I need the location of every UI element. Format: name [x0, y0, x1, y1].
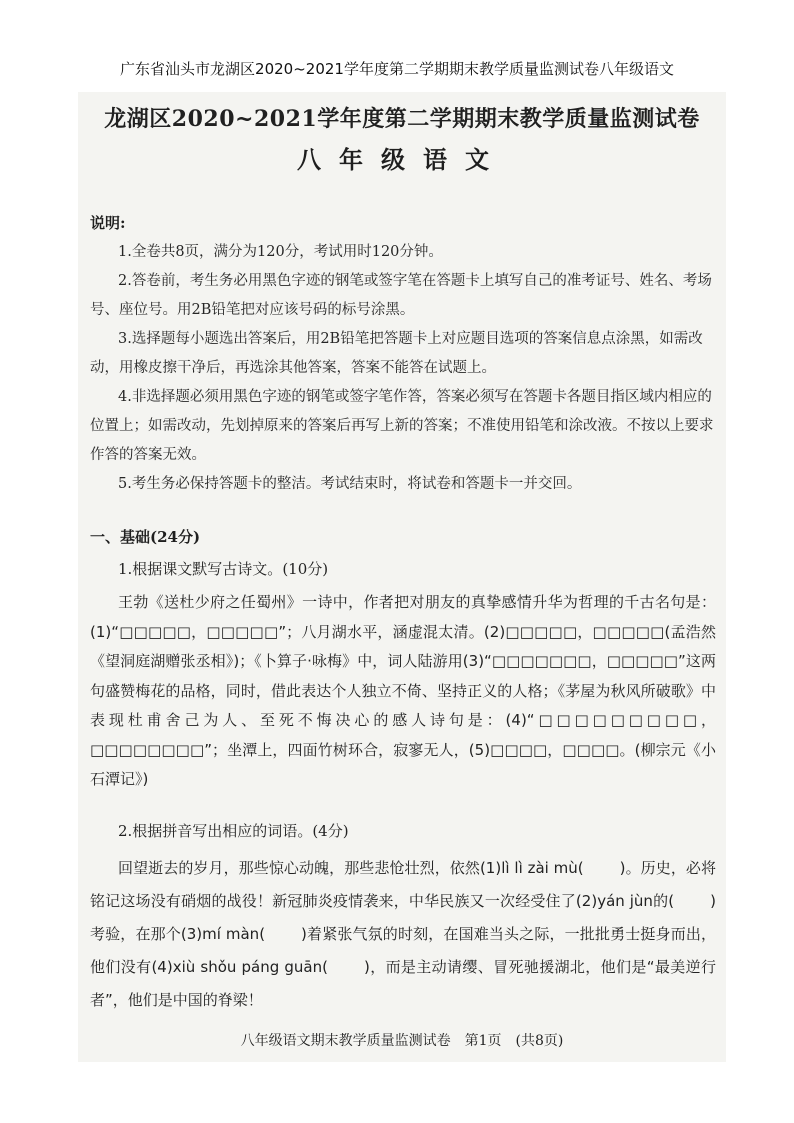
- question-1-body: 王勃《送杜少府之任蜀州》一诗中，作者把对朋友的真挚感情升华为哲理的千古名句是：(1)“□□□□□，□□□□□”；八月湖水平，涵虚混太清。(2)□□□□□，□□□□□(孟浩然《望洞庭湖赠张丞相》)；《卜算子·咏梅》中，词人陆游用(3)“□□□□□□□，□□□□□”这两句盛赞梅花的品格，同时，借此表达个人独立不倚、坚持正义的人格；《茅屋为秋风所破歌》中表现杜甫舍己为人、至死不悔决心的感人诗句是：(4)“□□□□□□□□□，□□□□□□□□”；坐潭上，四面竹树环合，寂寥无人，(5)□□□□，□□□□。(柳宗元《小石潭记》): [90, 593, 716, 788]
- q2-text: 回望逝去的岁月，那些惊心动魄，那些悲怆壮烈，依然(1): [118, 859, 502, 877]
- document-header: 广东省汕头市龙湖区2020~2021学年度第二学期期末教学质量监测试卷八年级语文: [120, 60, 674, 78]
- notes-heading: 说明:: [90, 214, 126, 232]
- exam-page-scan: [78, 92, 726, 1062]
- notes-list: [90, 238, 714, 499]
- q2-text: )。历史，必将铭记这场没有硝烟的战役！新冠肺炎疫情袭来，中华民族又一次经受住了(2): [90, 859, 716, 910]
- exam-subtitle: 八年级语文: [297, 145, 507, 174]
- note-item: 5.考生务必保持答题卡的整洁。考试结束时，将试卷和答题卡一并交回。: [118, 476, 582, 492]
- q2-text: (: [577, 859, 584, 877]
- pinyin-prompt: xiù shǒu páng guān: [172, 958, 323, 976]
- note-item: 4.非选择题必须用黑色字迹的钢笔或签字笔作答，答案必须写在答题卡各题目指区域内相应的位置上；如需改动，先划掉原来的答案后再写上新的答案；不准使用铅笔和涂改液。不按以上要求作答的答案无效。: [90, 389, 714, 463]
- exam-title: 龙湖区2020~2021学年度第二学期期末教学质量监测试卷: [104, 106, 700, 132]
- q2-text: )着紧张气氛的时刻，在国难当头之际，一批批勇士挺身而出，他们没有(4): [90, 925, 717, 976]
- page-footer: 八年级语文期末教学质量监测试卷 第1页 (共8页): [240, 1033, 564, 1049]
- note-item: 1.全卷共8页，满分为120分，考试用时120分钟。: [118, 244, 443, 260]
- pinyin-prompt: mí màn: [202, 925, 260, 943]
- question-2-body: [90, 852, 716, 1017]
- question-2-title: 2.根据拼音写出相应的词语。(4分): [118, 822, 349, 840]
- pinyin-prompt: yán jùn: [597, 892, 653, 910]
- note-item: 2.答卷前，考生务必用黑色字迹的钢笔或签字笔在答题卡上填写自己的准考证号、姓名、考场号、座位号。用2B铅笔把对应该号码的标号涂黑。: [90, 273, 712, 318]
- pinyin-prompt: lì lì zài mù: [501, 859, 578, 877]
- section-heading: 一、基础(24分): [90, 528, 201, 546]
- q2-text: )考验，在那个(3): [90, 892, 716, 943]
- note-item: 3.选择题每小题选出答案后，用2B铅笔把答题卡上对应题目选项的答案信息点涂黑，如需改动，用橡皮擦干净后，再选涂其他答案，答案不能答在试题上。: [90, 331, 703, 376]
- question-1-title: 1.根据课文默写古诗文。(10分): [118, 560, 329, 578]
- bleed-through-text: [168, 210, 389, 229]
- q2-text: (: [322, 958, 328, 976]
- q2-text: 的(: [652, 892, 675, 910]
- q2-text: (: [259, 925, 266, 943]
- q2-text: )，而是主动请缨、冒死驰援湖北，他们是“最美逆行者”，他们是中国的脊梁！: [90, 958, 716, 1009]
